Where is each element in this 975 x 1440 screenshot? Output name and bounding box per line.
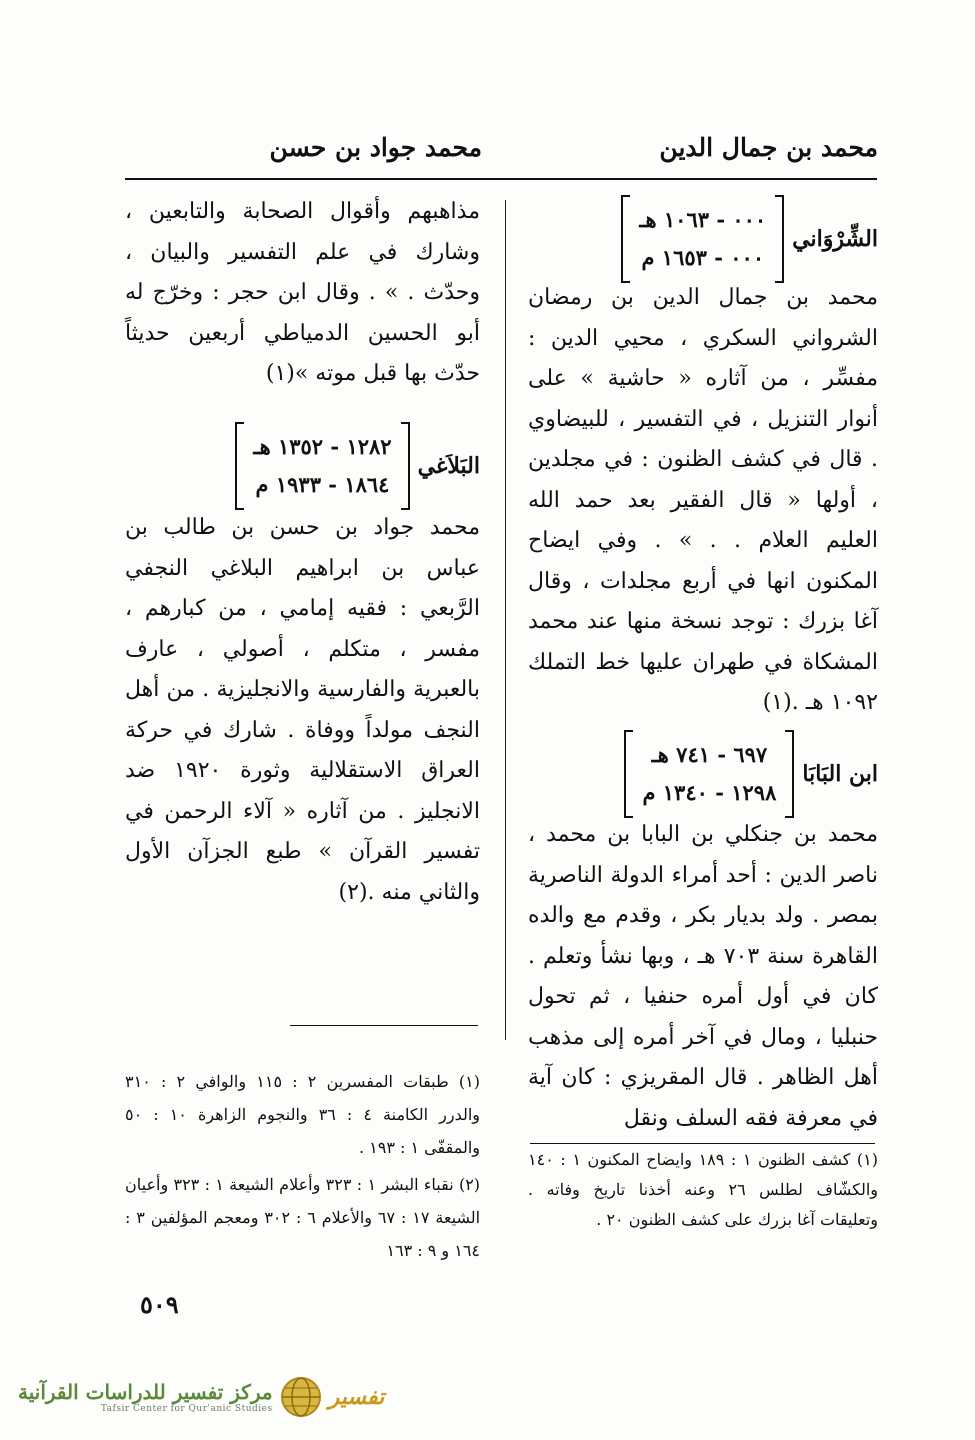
running-header-right: محمد بن جمال الدين [659, 133, 878, 162]
entry-body-shirwani [528, 278, 878, 724]
hijri-dates: ٠٠٠ - ١٠٦٣ هـ [639, 207, 767, 232]
entry-text: محمد بن جنكلي بن البابا بن محمد ، ناصر الدين : أحد أمراء الدولة الناصرية بمصر . ولد بديار بكر ، وقدم مع والده القاهرة سنة ٧٠٣ هـ ، وبها نشأ وتعلم . كان في أول أمره حنفيا ، ثم تحول حنبليا ، ومال في آخر أمره إلى مذهب أهل الظاهر . قال المقريزي : كان آية في معرفة فقه السلف ونقل [528, 822, 878, 1131]
footnotes-left [125, 1065, 480, 1271]
entry-dates [235, 422, 409, 510]
gregorian-dates: ١٨٦٤ - ١٩٣٣ م [255, 472, 390, 497]
footnote: (١) طبقات المفسرين ٢ : ١١٥ والوافي ٢ : ٣١٠ والدرر الكامنة ٤ : ٣٦ والنجوم الزاهرة ١٠ : ٥٠ والمقفّى ١ : ١٩٣ . [125, 1072, 481, 1157]
entry-heading-ibn-albaba [624, 730, 878, 818]
entry-name: البَلاَغي [417, 453, 480, 479]
globe-icon [279, 1375, 323, 1419]
gregorian-dates: ٠٠٠ - ١٦٥٣ م [641, 245, 765, 270]
entry-text: محمد جواد بن حسن بن طالب بن عباس بن ابراهيم البلاغي النجفي الرَّبعي : فقيه إمامي ، من كبارهم ، مفسر ، متكلم ، أصولي ، عارف بالعبرية والفارسية والانجليزية . من أهل النجف مولداً ووفاة . شارك في حركة العراق الاستقلالية وثورة ١٩٢٠ ضد الانجليز . من آثاره « آلاء الرحمن في تفسير القرآن » طبع الجزآن الأول والثاني منه .(٢) [125, 515, 480, 905]
publisher-logo [18, 1375, 384, 1419]
logo-arabic-text: مركز تفسير للدراسات القرآنية [18, 1380, 273, 1404]
entry-dates [624, 730, 794, 818]
logo-english-text: Tafsir Center for Qur'anic Studies [100, 1404, 273, 1414]
continued-text [125, 192, 480, 395]
entry-text: محمد بن جمال الدين بن رمضان الشرواني السكري ، محيي الدين : مفسِّر ، من آثاره « حاشية » على أنوار التنزيل ، في التفسير ، للبيضاوي . قال في كشف الظنون : في مجلدين ، أولها « قال الفقير بعد حمد الله العليم العلام . . » . وفي ايضاح المكنون انها في أربع مجلدات ، وقال آغا بزرك : توجد نسخة منها عند محمد المشكاة في طهران عليها خط التملك ١٠٩٢ هـ .(١) [528, 285, 878, 715]
logo-word: تفسير [328, 1384, 385, 1410]
entry-body-balaghi [125, 508, 480, 913]
running-header-left: محمد جواد بن حسن [269, 133, 482, 162]
column-divider [505, 200, 506, 1040]
hijri-dates: ١٢٨٢ - ١٣٥٢ هـ [253, 434, 392, 459]
entry-heading-shirwani [621, 195, 878, 283]
footnote-rule-right [530, 1143, 875, 1144]
entry-name: الشِّرْوَاني [792, 226, 878, 252]
entry-body-ibn-albaba [528, 815, 878, 1139]
entry-heading-balaghi [235, 422, 480, 510]
gregorian-dates: ١٢٩٨ - ١٣٤٠ م [642, 780, 777, 805]
footnote-rule-left [290, 1025, 478, 1026]
footnote-right [528, 1145, 878, 1239]
entry-name: ابن البَابَا [802, 761, 878, 787]
footnote: (١) كشف الظنون ١ : ١٨٩ وايضاح المكنون ١ : ١٤٠ والكشّاف لطلس ٢٦ وعنه أخذنا تاريخ وفاته . وتعليقات آغا بزرك على كشف الظنون ٢٠ . [528, 1150, 878, 1229]
header-rule [125, 178, 877, 180]
entry-text: مذاهبهم وأقوال الصحابة والتابعين ، وشارك في علم التفسير والبيان ، وحدّث . » . وقال ابن حجر : وخرّج له أبو الحسين الدمياطي أربعين حديثاً حدّث بها قبل موته »(١) [125, 199, 480, 386]
page-number: ٥٠٩ [140, 1290, 179, 1319]
hijri-dates: ٦٩٧ - ٧٤١ هـ [651, 742, 768, 767]
footnote: (٢) نقباء البشر ١ : ٣٢٣ وأعلام الشيعة ١ : ٣٢٣ وأعيان الشيعة ١٧ : ٦٧ والأعلام ٦ : ٣٠٢ ومعجم المؤلفين ٣ : ١٦٤ و ٩ : ١٦٣ [125, 1175, 481, 1260]
entry-dates [621, 195, 784, 283]
